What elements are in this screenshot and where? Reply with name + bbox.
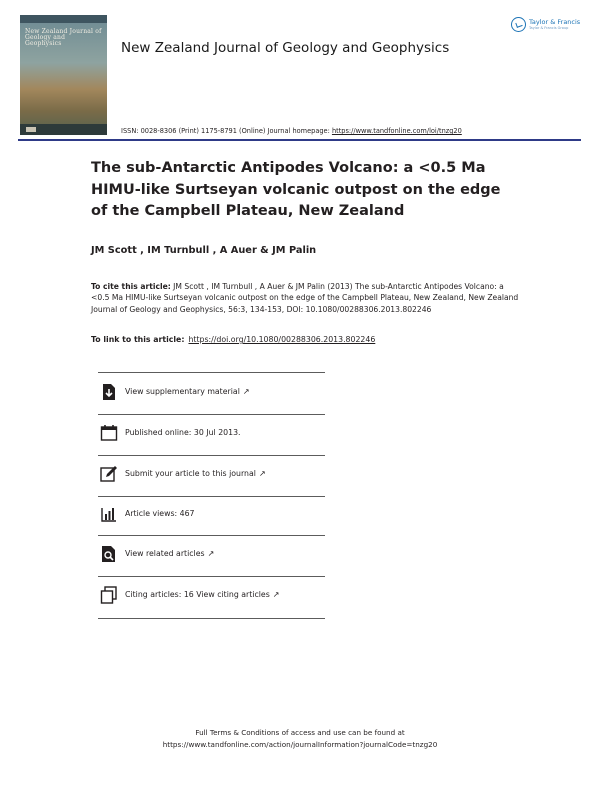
publisher-logo — [511, 17, 583, 37]
cover-strip — [20, 15, 107, 23]
journal-cover-image — [20, 15, 107, 135]
item-label: Submit your article to this journal — [125, 469, 256, 478]
submit-article-link[interactable] — [98, 465, 324, 485]
article-authors: JM Scott , IM Turnbull , A Auer & JM Palin — [91, 245, 317, 256]
bar-chart-icon — [100, 505, 118, 523]
external-link-icon: ↗ — [272, 590, 280, 599]
external-link-icon: ↗ — [242, 387, 250, 396]
divider — [98, 414, 325, 415]
external-link-icon: ↗ — [258, 469, 266, 478]
cover-journal-text: New Zealand Journal of Geology and Geophysics — [25, 28, 102, 47]
divider — [98, 496, 325, 497]
item-label: View related articles — [125, 549, 205, 558]
copy-icon — [100, 586, 118, 604]
download-icon — [100, 383, 118, 401]
footer — [100, 727, 500, 750]
header-divider — [18, 139, 581, 141]
item-label: Article views: 467 — [125, 509, 195, 518]
item-label: Citing articles: 16 View citing articles — [125, 590, 270, 599]
journal-title: New Zealand Journal of Geology and Geophysics — [121, 40, 450, 56]
link-label: To link to this article: — [91, 335, 185, 344]
doi-link[interactable]: https://doi.org/10.1080/00288306.2013.802246 — [188, 335, 376, 344]
publisher-logo-name: Taylor & Francis — [529, 18, 581, 26]
issn-line — [121, 127, 462, 135]
citation-block — [91, 281, 521, 315]
divider — [98, 618, 325, 619]
divider — [98, 372, 325, 373]
item-label: View supplementary material — [125, 387, 240, 396]
article-views-item — [98, 505, 324, 525]
footer-terms-text: Full Terms & Conditions of access and use can be found at — [195, 728, 405, 737]
cover-publisher-logo — [26, 127, 36, 132]
footer-terms-link[interactable]: https://www.tandfonline.com/action/journalInformation?journalCode=tnzg20 — [162, 739, 438, 749]
calendar-icon — [100, 424, 118, 442]
cite-text: JM Scott , IM Turnbull , A Auer & JM Palin (2013) The sub-Antarctic Antipodes Volcano: a <0.5 Ma HIMU-like Surtseyan volcanic outpost on the edge of the Campbell Plateau, New Zealand, New Zealand Journal of Geology and Geophysics, 56:3, 134-153, DOI: 10.1080/00288306.2013.802246 — [91, 282, 519, 314]
divider — [98, 535, 325, 536]
item-label: Published online: 30 Jul 2013. — [125, 428, 241, 437]
journal-homepage-link[interactable]: https://www.tandfonline.com/loi/tnzg20 — [331, 127, 462, 135]
edit-icon — [100, 465, 118, 483]
issn-text: ISSN: 0028-8306 (Print) 1175-8791 (Online) Journal homepage: — [121, 127, 332, 135]
citing-articles-link[interactable] — [98, 586, 324, 606]
cover-bottom-bar — [20, 124, 107, 135]
supplementary-material-link[interactable] — [98, 383, 324, 403]
external-link-icon: ↗ — [207, 549, 215, 558]
divider — [98, 576, 325, 577]
link-line — [91, 335, 375, 344]
cite-label: To cite this article: — [91, 282, 171, 291]
related-articles-link[interactable] — [98, 545, 324, 565]
article-title: The sub-Antarctic Antipodes Volcano: a <0.5 Ma HIMU-like Surtseyan volcanic outpost on the edge of the Campbell Plateau, New Zealand — [91, 160, 501, 219]
publisher-logo-sub: Taylor & Francis Group — [529, 26, 569, 30]
publisher-logo-icon — [511, 17, 526, 32]
divider — [98, 455, 325, 456]
search-document-icon — [100, 545, 118, 563]
published-online-item — [98, 424, 324, 444]
